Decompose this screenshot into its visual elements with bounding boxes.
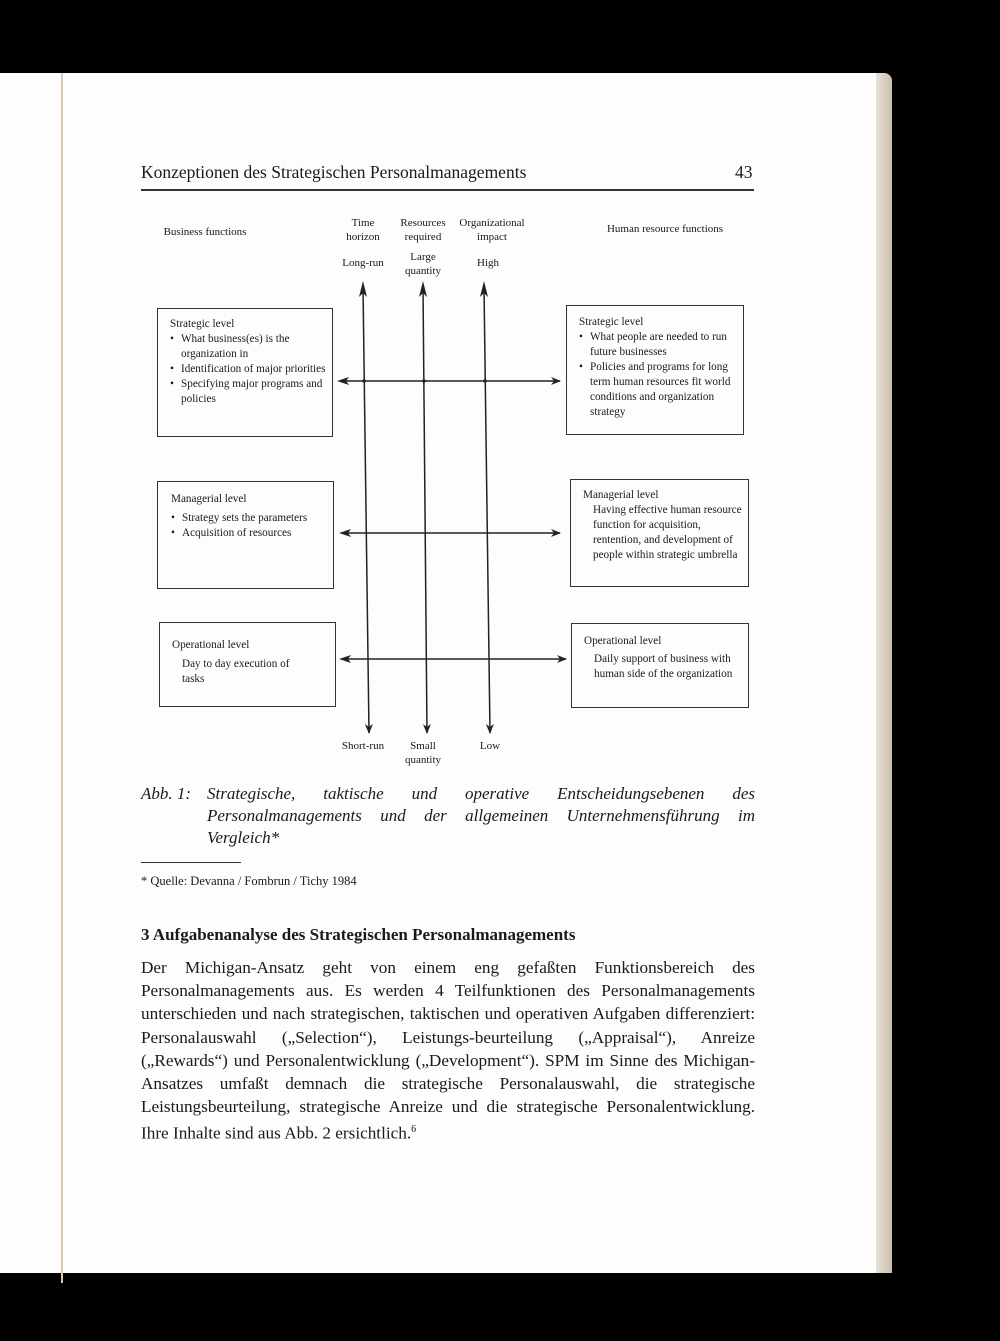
bullet-item: • Identification of major priorities (170, 362, 332, 377)
box-title: Strategic level (579, 316, 644, 328)
paragraph-text: Der Michigan-Ansatz geht von einem eng gefaßten Funktionsbereich des Personalmanagements aus. Es werden 4 Teilfunktionen des Personalmanagements unterschieden und nach strategischen, taktischen und operativen Aufgaben differenziert: Personalauswahl („Selection“), Leistungs-beurteilung („Appraisal“), Anreize („Rewards“) und Personalentwicklung („Development“). SPM im Sinne des Michigan-Ansatzes umfaßt demnach die strategische Personalauswahl, die strategische Leistungsbeurteilung, strategische Anreize und die strategische Personalentwicklung. Ihre Inhalte sind aus Abb. 2 ersichtlich. (141, 958, 755, 1144)
bullet-item: • Strategy sets the parameters (171, 511, 333, 526)
axis-bottom-short-run: Short-run (341, 740, 385, 752)
body-paragraph (141, 956, 755, 1145)
footnote-rule (141, 862, 241, 863)
hr-functions-header: Human resource functions (606, 223, 724, 235)
business-functions-header: Business functions (163, 226, 247, 238)
bullet-item: • Specifying major programs and policies (170, 377, 332, 407)
axis-label-resources-required: Resources required (400, 217, 446, 243)
hr-managerial-level-box (570, 479, 749, 587)
footnote-reference: 6 (411, 1124, 417, 1136)
caption-text: Strategische, taktische und operative Entscheidungsebenen des Personalmanagements und der allgemeinen Unternehmensführung im Vergleich* (207, 784, 755, 847)
box-description: Having effective human resource function for acquisition, rentention, and development of people within strategic umbrella (593, 504, 742, 561)
caption-label: Abb. 1: (141, 784, 192, 803)
axis-bottom-low: Low (479, 740, 501, 752)
axis-bottom-small-quantity: Small quantity (404, 740, 442, 766)
bullet-item: • Policies and programs for long term human resources fit world conditions and organization strategy (579, 360, 739, 420)
bullet-item: • What people are needed to run future businesses (579, 330, 739, 360)
figure-caption (141, 783, 755, 849)
footnote-source: * Quelle: Devanna / Fombrun / Tichy 1984 (141, 874, 357, 888)
running-head-title: Konzeptionen des Strategischen Personalmanagements (141, 162, 527, 182)
axis-top-high: High (477, 257, 499, 269)
axis-top-long-run: Long-run (342, 257, 384, 269)
bullet-item: • Acquisition of resources (171, 526, 333, 541)
box-title: Managerial level (583, 489, 659, 501)
box-title: Operational level (172, 639, 250, 651)
business-strategic-level-box (157, 308, 333, 437)
hr-strategic-level-box (566, 305, 744, 435)
axis-label-time-horizon: Time horizon (346, 217, 380, 243)
business-managerial-level-box (157, 481, 334, 589)
box-description: Day to day execution of tasks (182, 658, 290, 685)
box-title: Operational level (584, 635, 662, 647)
box-title: Managerial level (171, 493, 247, 505)
business-operational-level-box (159, 622, 336, 707)
hr-operational-level-box (571, 623, 749, 708)
axis-top-large-quantity: Large quantity (404, 251, 442, 277)
box-title: Strategic level (170, 318, 235, 330)
page-number: 43 (735, 162, 753, 182)
box-description: Daily support of business with human side of the organization (594, 653, 733, 680)
section-heading: 3 Aufgabenanalyse des Strategischen Personalmanagements (141, 925, 576, 944)
axis-label-organizational-impact: Organizational impact (459, 217, 525, 243)
bullet-item: • What business(es) is the organization in (170, 332, 332, 362)
